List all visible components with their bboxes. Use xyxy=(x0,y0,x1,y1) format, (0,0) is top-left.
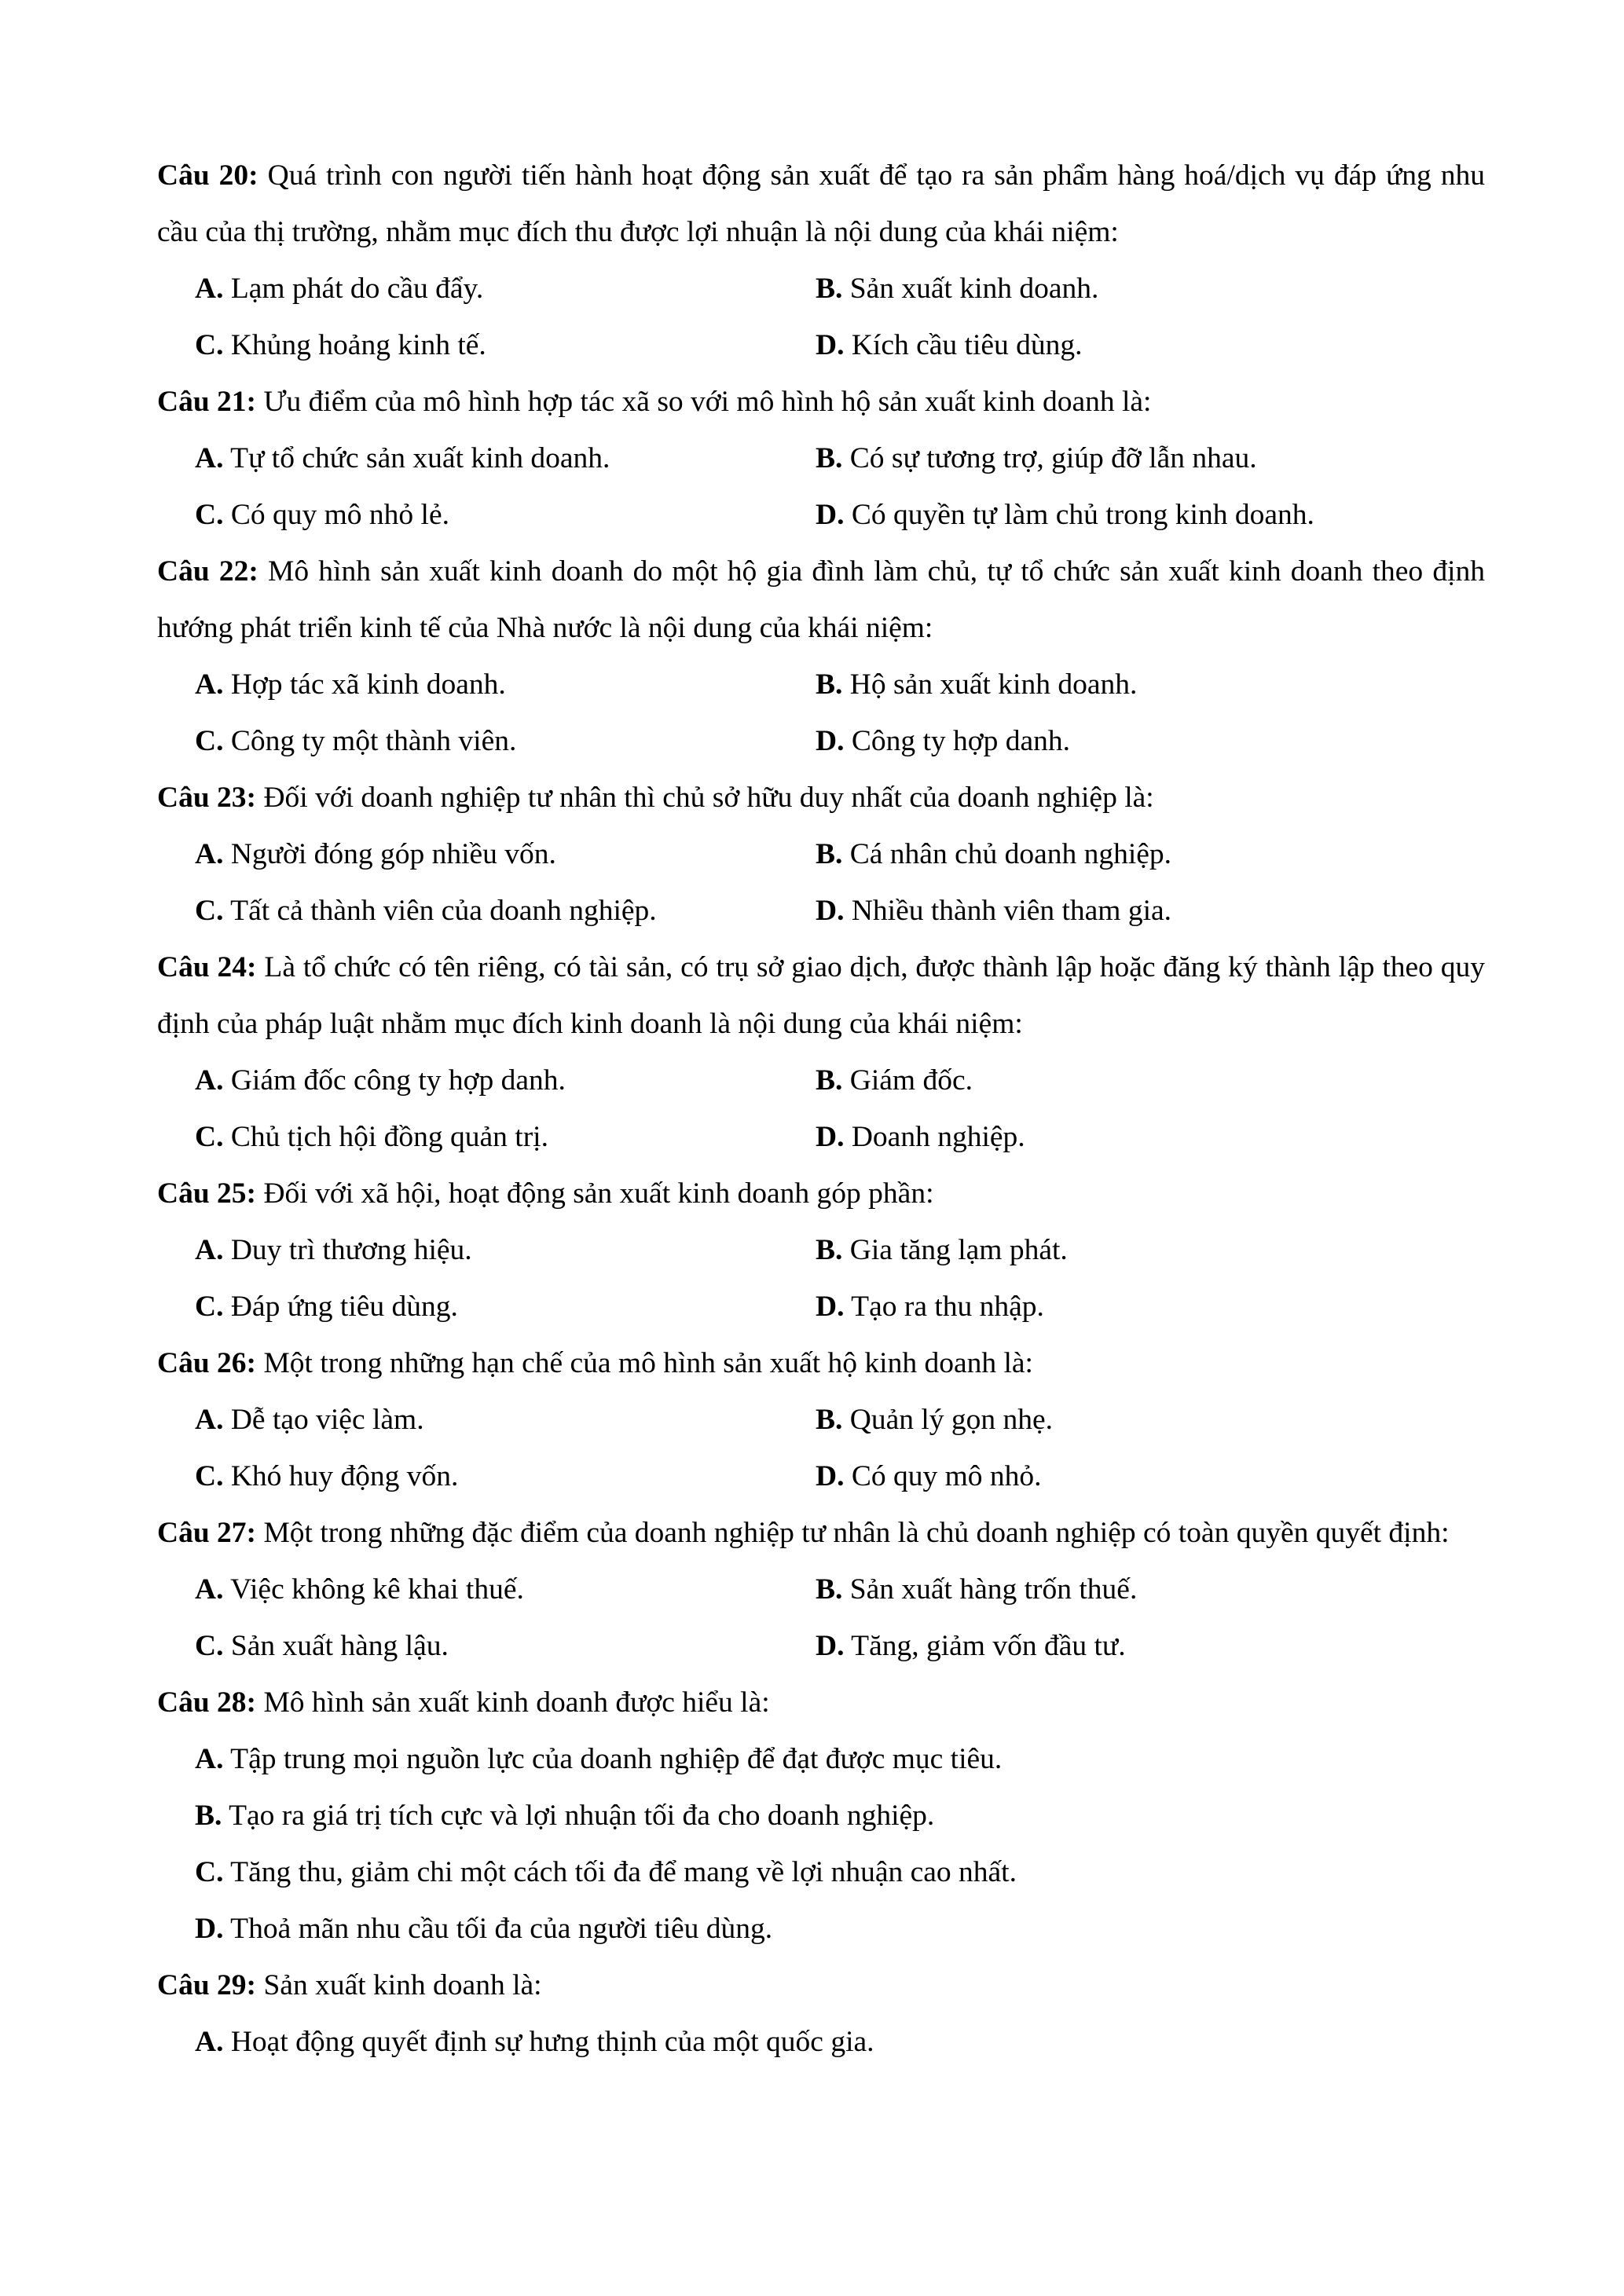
option-letter: D. xyxy=(816,1121,845,1153)
option-text: Tăng, giảm vốn đầu tư. xyxy=(851,1630,1126,1662)
option-letter: B. xyxy=(816,1573,843,1606)
question-number: Câu 20: xyxy=(157,159,258,192)
question-stem xyxy=(157,1505,1485,1562)
option-letter: A. xyxy=(195,442,224,474)
answer-options xyxy=(157,657,1485,770)
option-text: Chủ tịch hội đồng quản trị. xyxy=(230,1121,548,1153)
option-letter: C. xyxy=(195,1630,224,1662)
option-a[interactable] xyxy=(195,1731,1485,1788)
option-text: Hộ sản xuất kinh doanh. xyxy=(849,668,1138,701)
option-a[interactable] xyxy=(195,1053,816,1109)
option-c[interactable] xyxy=(195,487,816,544)
option-a[interactable] xyxy=(195,430,816,487)
question-text: Mô hình sản xuất kinh doanh được hiểu là: xyxy=(263,1686,770,1719)
option-text: Lạm phát do cầu đẩy. xyxy=(230,273,484,305)
option-d[interactable] xyxy=(816,713,1485,770)
option-text: Thoả mãn nhu cầu tối đa của người tiêu dùng. xyxy=(230,1913,773,1945)
option-letter: D. xyxy=(816,895,845,927)
question-stem xyxy=(157,544,1485,657)
option-text: Khó huy động vốn. xyxy=(230,1460,459,1492)
option-b[interactable] xyxy=(816,657,1485,713)
option-b[interactable] xyxy=(816,1562,1485,1618)
question-text: Một trong những đặc điểm của doanh nghiệp tư nhân là chủ doanh nghiệp có toàn quyền quyết định: xyxy=(263,1517,1450,1549)
option-text: Giám đốc. xyxy=(849,1064,973,1097)
option-text: Sản xuất hàng trốn thuế. xyxy=(849,1573,1138,1606)
option-text: Cá nhân chủ doanh nghiệp. xyxy=(849,838,1172,870)
question-stem xyxy=(157,1335,1485,1392)
option-b[interactable] xyxy=(816,261,1485,317)
option-a[interactable] xyxy=(195,261,816,317)
question-number: Câu 27: xyxy=(157,1517,257,1549)
option-letter: B. xyxy=(195,1800,222,1832)
answer-options xyxy=(157,1562,1485,1675)
option-letter: C. xyxy=(195,499,224,531)
option-text: Có quy mô nhỏ lẻ. xyxy=(230,499,449,531)
answer-options xyxy=(157,430,1485,544)
option-letter: B. xyxy=(816,838,843,870)
option-b[interactable] xyxy=(195,1788,1485,1844)
option-text: Công ty hợp danh. xyxy=(851,725,1070,757)
option-a[interactable] xyxy=(195,1222,816,1279)
answer-options xyxy=(157,826,1485,939)
option-a[interactable] xyxy=(195,657,816,713)
option-text: Sản xuất hàng lậu. xyxy=(230,1630,449,1662)
option-text: Tạo ra giá trị tích cực và lợi nhuận tối đa cho doanh nghiệp. xyxy=(229,1800,935,1832)
option-text: Hoạt động quyết định sự hưng thịnh của một quốc gia. xyxy=(230,2026,874,2058)
option-c[interactable] xyxy=(195,1109,816,1166)
answer-options xyxy=(157,1053,1485,1166)
option-d[interactable] xyxy=(816,1448,1485,1505)
option-text: Tăng thu, giảm chi một cách tối đa để mang về lợi nhuận cao nhất. xyxy=(230,1856,1017,1888)
option-c[interactable] xyxy=(195,1279,816,1335)
option-letter: B. xyxy=(816,442,843,474)
option-letter: B. xyxy=(816,273,843,305)
option-a[interactable] xyxy=(195,1562,816,1618)
option-text: Đáp ứng tiêu dùng. xyxy=(230,1291,458,1323)
question-number: Câu 23: xyxy=(157,782,257,814)
option-text: Giám đốc công ty hợp danh. xyxy=(230,1064,566,1097)
option-d[interactable] xyxy=(816,317,1485,374)
question-number: Câu 26: xyxy=(157,1347,257,1379)
option-letter: B. xyxy=(816,668,843,701)
question-23 xyxy=(157,770,1485,939)
question-22 xyxy=(157,544,1485,770)
question-25 xyxy=(157,1166,1485,1335)
option-letter: B. xyxy=(816,1234,843,1266)
option-letter: A. xyxy=(195,1573,224,1606)
option-text: Nhiều thành viên tham gia. xyxy=(851,895,1172,927)
option-text: Sản xuất kinh doanh. xyxy=(849,273,1099,305)
option-text: Doanh nghiệp. xyxy=(851,1121,1025,1153)
option-c[interactable] xyxy=(195,1448,816,1505)
question-text: Quá trình con người tiến hành hoạt động sản xuất để tạo ra sản phẩm hàng hoá/dịch vụ đáp ứng nhu cầu của thị trường, nhằm mục đích thu được lợi nhuận là nội dung của khái niệm: xyxy=(157,159,1485,248)
question-20 xyxy=(157,148,1485,374)
option-letter: D. xyxy=(816,499,845,531)
option-text: Khủng hoảng kinh tế. xyxy=(230,329,486,361)
question-29 xyxy=(157,1957,1485,2071)
option-c[interactable] xyxy=(195,317,816,374)
option-d[interactable] xyxy=(816,1618,1485,1675)
option-letter: A. xyxy=(195,273,224,305)
option-letter: C. xyxy=(195,725,224,757)
question-number: Câu 21: xyxy=(157,386,257,418)
option-letter: C. xyxy=(195,1121,224,1153)
option-text: Duy trì thương hiệu. xyxy=(230,1234,472,1266)
answer-options xyxy=(157,2014,1485,2071)
question-27 xyxy=(157,1505,1485,1675)
option-text: Có quy mô nhỏ. xyxy=(851,1460,1042,1492)
option-c[interactable] xyxy=(195,713,816,770)
question-text: Mô hình sản xuất kinh doanh do một hộ gia đình làm chủ, tự tổ chức sản xuất kinh doanh theo định hướng phát triển kinh tế của Nhà nước là nội dung của khái niệm: xyxy=(157,555,1485,644)
option-letter: D. xyxy=(816,1291,845,1323)
option-b[interactable] xyxy=(816,1222,1485,1279)
question-26 xyxy=(157,1335,1485,1505)
question-text: Là tổ chức có tên riêng, có tài sản, có trụ sở giao dịch, được thành lập hoặc đăng ký thành lập theo quy định của pháp luật nhằm mục đích kinh doanh là nội dung của khái niệm: xyxy=(157,951,1486,1040)
option-text: Công ty một thành viên. xyxy=(230,725,517,757)
option-text: Việc không kê khai thuế. xyxy=(230,1573,524,1606)
question-stem xyxy=(157,939,1485,1053)
question-number: Câu 24: xyxy=(157,951,257,983)
option-letter: A. xyxy=(195,838,224,870)
question-stem xyxy=(157,148,1485,261)
option-a[interactable] xyxy=(195,1392,816,1448)
option-letter: D. xyxy=(816,1630,845,1662)
option-letter: A. xyxy=(195,668,224,701)
question-number: Câu 22: xyxy=(157,555,258,588)
option-letter: C. xyxy=(195,1291,224,1323)
answer-options xyxy=(157,1222,1485,1335)
option-letter: D. xyxy=(816,329,845,361)
question-text: Sản xuất kinh doanh là: xyxy=(263,1969,542,2001)
question-stem xyxy=(157,1957,1485,2014)
question-24 xyxy=(157,939,1485,1166)
document-page xyxy=(157,148,1485,2071)
option-letter: C. xyxy=(195,1460,224,1492)
question-stem xyxy=(157,1166,1485,1222)
option-a[interactable] xyxy=(195,826,816,883)
option-letter: B. xyxy=(816,1404,843,1436)
question-stem xyxy=(157,374,1485,430)
option-letter: A. xyxy=(195,1234,224,1266)
option-letter: D. xyxy=(816,1460,845,1492)
option-letter: D. xyxy=(195,1913,224,1945)
option-c[interactable] xyxy=(195,883,816,939)
option-text: Tất cả thành viên của doanh nghiệp. xyxy=(230,895,657,927)
option-text: Có quyền tự làm chủ trong kinh doanh. xyxy=(851,499,1314,531)
question-text: Đối với doanh nghiệp tư nhân thì chủ sở hữu duy nhất của doanh nghiệp là: xyxy=(263,782,1154,814)
option-letter: B. xyxy=(816,1064,843,1097)
question-stem xyxy=(157,770,1485,826)
option-text: Hợp tác xã kinh doanh. xyxy=(230,668,506,701)
option-b[interactable] xyxy=(816,430,1485,487)
option-b[interactable] xyxy=(816,826,1485,883)
option-text: Tập trung mọi nguồn lực của doanh nghiệp để đạt được mục tiêu. xyxy=(230,1743,1003,1775)
option-letter: A. xyxy=(195,2026,224,2058)
option-d[interactable] xyxy=(816,1109,1485,1166)
option-letter: A. xyxy=(195,1404,224,1436)
option-letter: C. xyxy=(195,895,224,927)
option-text: Tự tổ chức sản xuất kinh doanh. xyxy=(230,442,610,474)
question-number: Câu 29: xyxy=(157,1969,257,2001)
question-number: Câu 25: xyxy=(157,1177,257,1210)
answer-options xyxy=(157,261,1485,374)
option-text: Người đóng góp nhiều vốn. xyxy=(230,838,556,870)
option-c[interactable] xyxy=(195,1618,816,1675)
option-letter: A. xyxy=(195,1064,224,1097)
question-number: Câu 28: xyxy=(157,1686,257,1719)
question-28 xyxy=(157,1675,1485,1957)
option-letter: A. xyxy=(195,1743,224,1775)
option-text: Có sự tương trợ, giúp đỡ lẫn nhau. xyxy=(849,442,1257,474)
option-text: Dễ tạo việc làm. xyxy=(230,1404,424,1436)
option-c[interactable] xyxy=(195,1844,1485,1901)
option-letter: C. xyxy=(195,1856,224,1888)
option-d[interactable] xyxy=(816,1279,1485,1335)
option-letter: D. xyxy=(816,725,845,757)
answer-options xyxy=(157,1392,1485,1505)
question-stem xyxy=(157,1675,1485,1731)
option-d[interactable] xyxy=(195,1901,1485,1957)
option-d[interactable] xyxy=(816,487,1485,544)
question-text: Một trong những hạn chế của mô hình sản xuất hộ kinh doanh là: xyxy=(263,1347,1033,1379)
option-b[interactable] xyxy=(816,1053,1485,1109)
question-21 xyxy=(157,374,1485,544)
option-text: Tạo ra thu nhập. xyxy=(851,1291,1044,1323)
question-text: Ưu điểm của mô hình hợp tác xã so với mô hình hộ sản xuất kinh doanh là: xyxy=(263,386,1152,418)
option-text: Gia tăng lạm phát. xyxy=(849,1234,1068,1266)
option-letter: C. xyxy=(195,329,224,361)
question-text: Đối với xã hội, hoạt động sản xuất kinh doanh góp phần: xyxy=(263,1177,934,1210)
option-text: Kích cầu tiêu dùng. xyxy=(851,329,1083,361)
answer-options xyxy=(157,1731,1485,1957)
option-d[interactable] xyxy=(816,883,1485,939)
option-text: Quản lý gọn nhẹ. xyxy=(849,1404,1054,1436)
option-b[interactable] xyxy=(816,1392,1485,1448)
option-a[interactable] xyxy=(195,2014,1485,2071)
